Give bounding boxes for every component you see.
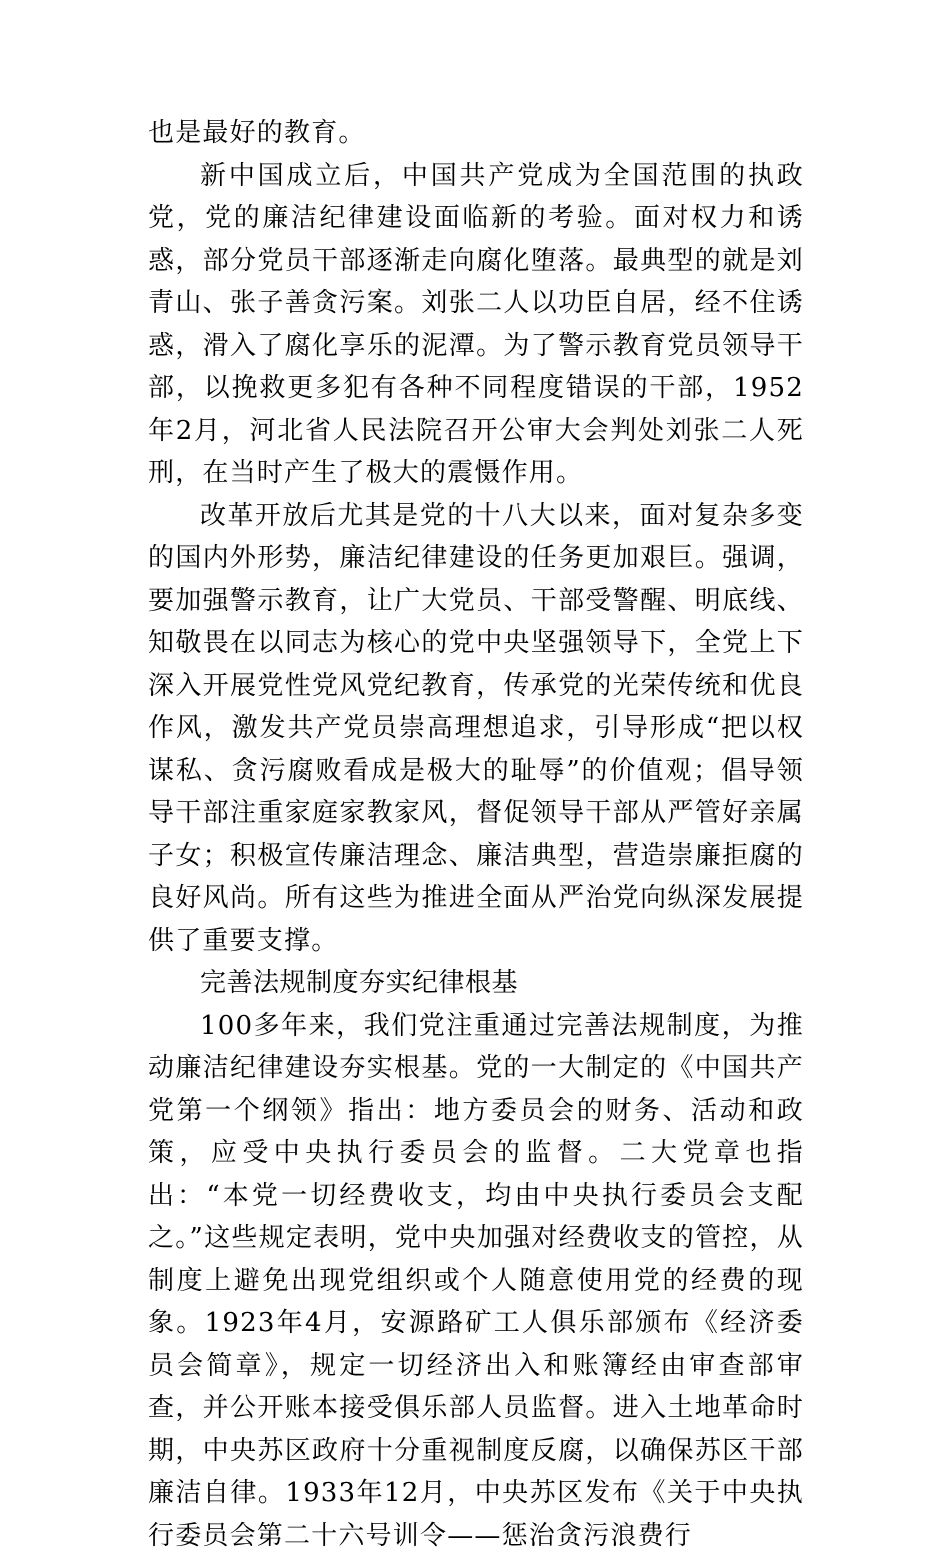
paragraph: 改革开放后尤其是党的十八大以来，面对复杂多变的国内外形势，廉洁纪律建设的任务更加艰巨。强调，要加强警示教育，让广大党员、干部受警醒、明底线、知敬畏在以同志为核心的党中央坚强领导下，全党上下深入开展党性党风党纪教育，传承党的光荣传统和优良作风，激发共产党员崇高理想追求，引导形成“把以权谋私、贪污腐败看成是极大的耻辱”的价值观；倡导领导干部注重家庭家教家风，督促领导干部从严管好亲属子女；积极宣传廉洁理念、廉洁典型，营造崇廉拒腐的良好风尚。所有这些为推进全面从严治党向纵深发展提供了重要支撑。 <box>148 495 804 963</box>
paragraph-continuation: 也是最好的教育。 <box>148 112 804 155</box>
paragraph: 100多年来，我们党注重通过完善法规制度，为推动廉洁纪律建设夯实根基。党的一大制定的《中国共产党第一个纲领》指出：地方委员会的财务、活动和政策，应受中央执行委员会的监督。二大党章也指出：“本党一切经费收支，均由中央执行委员会支配之。”这些规定表明，党中央加强对经费收支的管控，从制度上避免出现党组织或个人随意使用党的经费的现象。1923年4月，安源路矿工人俱乐部颁布《经济委员会简章》，规定一切经济出入和账簿经由审查部审查，并公开账本接受俱乐部人员监督。进入土地革命时期，中央苏区政府十分重视制度反腐，以确保苏区干部廉洁自律。1933年12月，中央苏区发布《关于中央执行委员会第二十六号训令——惩治贪污浪费行 <box>148 1005 804 1557</box>
document-body <box>148 112 804 1557</box>
paragraph: 新中国成立后，中国共产党成为全国范围的执政党，党的廉洁纪律建设面临新的考验。面对权力和诱惑，部分党员干部逐渐走向腐化堕落。最典型的就是刘青山、张子善贪污案。刘张二人以功臣自居，经不住诱惑，滑入了腐化享乐的泥潭。为了警示教育党员领导干部，以挽救更多犯有各种不同程度错误的干部，1952年2月，河北省人民法院召开公审大会判处刘张二人死刑，在当时产生了极大的震慑作用。 <box>148 155 804 495</box>
section-heading: 完善法规制度夯实纪律根基 <box>148 962 804 1005</box>
